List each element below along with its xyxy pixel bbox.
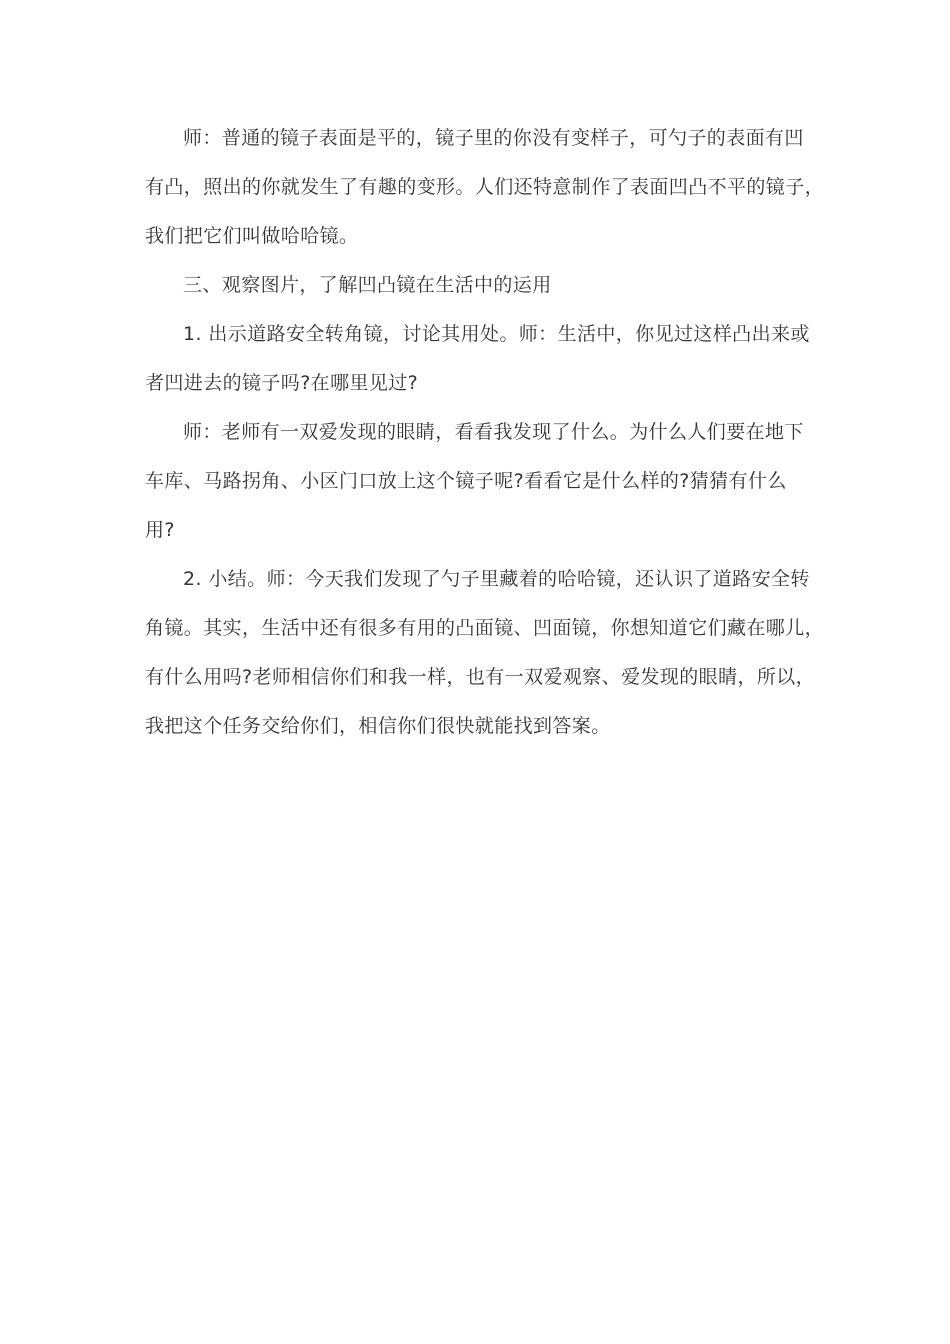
text-line: 有什么用吗?老师相信你们和我一样，也有一双爱观察、爱发现的眼睛，所以， <box>145 666 816 688</box>
text-line: 我们把它们叫做哈哈镜。 <box>145 225 359 247</box>
section-heading-observe-pictures <box>145 261 817 310</box>
text-line: 师：普通的镜子表面是平的，镜子里的你没有变样子，可勺子的表面有凹 <box>183 127 804 149</box>
text-line: 角镜。其实，生活中还有很多有用的凸面镜、凹面镜，你想知道它们藏在哪儿， <box>145 617 825 639</box>
text-line: 用? <box>145 519 175 541</box>
text-line: 车库、马路拐角、小区门口放上这个镜子呢?看看它是什么样的?猜猜有什么 <box>145 470 787 492</box>
paragraph-teacher-question <box>145 408 817 555</box>
paragraph-step-2-summary <box>145 555 825 751</box>
paragraph-step-1 <box>145 310 817 408</box>
text-line: 者凹进去的镜子吗?在哪里见过? <box>145 372 419 394</box>
paragraph-haha-mirror-intro <box>145 114 825 261</box>
document-body <box>145 114 825 751</box>
text-line: 师：老师有一双爱发现的眼睛，看看我发现了什么。为什么人们要在地下 <box>183 421 804 443</box>
text-line: 我把这个任务交给你们，相信你们很快就能找到答案。 <box>145 715 611 737</box>
text-line: 2. 小结。师：今天我们发现了勺子里藏着的哈哈镜，还认识了道路安全转 <box>183 568 810 590</box>
text-line: 有凸，照出的你就发生了有趣的变形。人们还特意制作了表面凹凸不平的镜子， <box>145 176 825 198</box>
text-line: 1. 出示道路安全转角镜，讨论其用处。师：生活中，你见过这样凸出来或 <box>183 323 810 345</box>
text-line: 三、观察图片，了解凹凸镜在生活中的运用 <box>183 274 552 296</box>
